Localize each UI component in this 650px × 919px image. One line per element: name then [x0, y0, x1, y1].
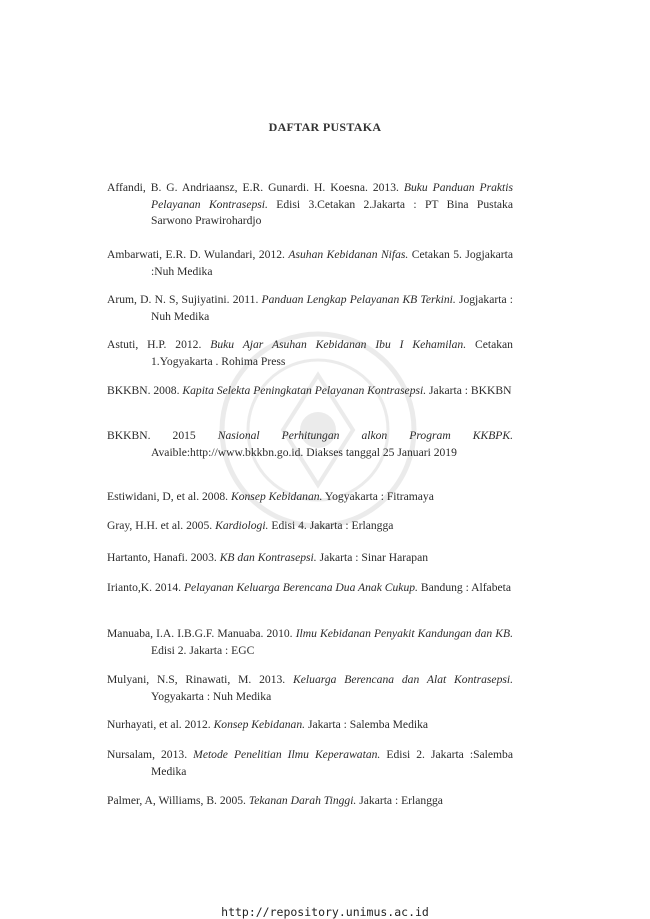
reference-item: Arum, D. N. S, Sujiyatini. 2011. Panduan Lengkap Pelayanan KB Terkini. Jogjakarta : Nuh Medika	[107, 293, 513, 323]
reference-item: Astuti, H.P. 2012. Buku Ajar Asuhan Kebidanan Ibu I Kehamilan. Cetakan 1.Yogyakarta . Rohima Press	[107, 338, 513, 368]
page-title: DAFTAR PUSTAKA	[268, 120, 382, 134]
reference-item: Mulyani, N.S, Rinawati, M. 2013. Keluarga Berencana dan Alat Kontrasepsi. Yogyakarta : Nuh Medika	[107, 673, 513, 703]
reference-item: Palmer, A, Williams, B. 2005. Tekanan Darah Tinggi. Jakarta : Erlangga	[107, 794, 443, 807]
repository-url-footer: http://repository.unimus.ac.id	[221, 905, 429, 919]
reference-item: Estiwidani, D, et al. 2008. Konsep Kebidanan. Yogyakarta : Fitramaya	[107, 490, 434, 503]
reference-item: BKKBN. 2015 Nasional Perhitungan alkon Program KKBPK. Avaible:http://www.bkkbn.go.id. Diakses tanggal 25 Januari 2019	[107, 429, 513, 459]
reference-item: Manuaba, I.A. I.B.G.F. Manuaba. 2010. Ilmu Kebidanan Penyakit Kandungan dan KB. Edisi 2. Jakarta : EGC	[107, 627, 513, 657]
reference-item: Ambarwati, E.R. D. Wulandari, 2012. Asuhan Kebidanan Nifas. Cetakan 5. Jogjakarta :Nuh Medika	[107, 248, 514, 278]
reference-item: BKKBN. 2008. Kapita Selekta Peningkatan Pelayanan Kontrasepsi. Jakarta : BKKBN	[107, 384, 512, 397]
reference-item: Gray, H.H. et al. 2005. Kardiologi. Edisi 4. Jakarta : Erlangga	[107, 519, 394, 532]
reference-item: Affandi, B. G. Andriaansz, E.R. Gunardi. H. Koesna. 2013. Buku Panduan Praktis Pelayanan Kontrasepsi. Edisi 3.Cetakan 2.Jakarta : PT Bina Pustaka Sarwono Prawirohardjo	[107, 181, 513, 227]
reference-item: Nurhayati, et al. 2012. Konsep Kebidanan. Jakarta : Salemba Medika	[107, 718, 429, 731]
reference-item: Nursalam, 2013. Metode Penelitian Ilmu Keperawatan. Edisi 2. Jakarta :Salemba Medika	[107, 748, 513, 778]
reference-item: Hartanto, Hanafi. 2003. KB dan Kontrasepsi. Jakarta : Sinar Harapan	[107, 551, 429, 564]
reference-item: Irianto,K. 2014. Pelayanan Keluarga Berencana Dua Anak Cukup. Bandung : Alfabeta	[107, 581, 512, 594]
